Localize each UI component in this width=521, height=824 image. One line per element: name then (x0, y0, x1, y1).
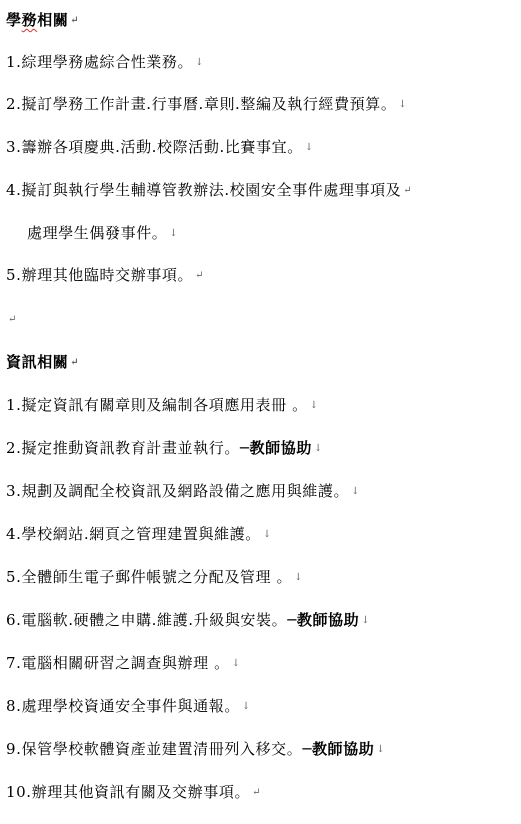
list-item-text: 1.綜理學務處綜合性業務。 (6, 53, 194, 71)
section-heading-information (6, 350, 517, 374)
line-break-icon: ↓ (398, 99, 408, 110)
line-break-icon: ↓ (309, 400, 319, 411)
list-item (6, 479, 517, 503)
list-item (6, 436, 517, 460)
line-break-icon: ↓ (376, 744, 386, 755)
list-item (6, 92, 517, 116)
list-item (6, 135, 517, 159)
list-item-text: 4.擬訂與執行學生輔導管教辦法.校園安全事件處理事項及 (6, 181, 402, 199)
list-item (6, 780, 517, 804)
empty-paragraph (6, 307, 517, 331)
list-item (6, 50, 517, 74)
line-break-icon: ↓ (361, 615, 371, 626)
spellcheck-underlined-text: 務 (21, 11, 38, 29)
line-break-icon: ↓ (351, 486, 361, 497)
paragraph-mark-icon: ↵ (8, 314, 17, 325)
list-item-text: 處理學生偶發事件。 (27, 224, 168, 242)
line-break-icon: ↓ (241, 701, 251, 712)
line-break-icon: ↓ (313, 443, 323, 454)
line-break-icon: ↓ (304, 142, 314, 153)
list-item (6, 651, 517, 675)
list-item (6, 608, 517, 632)
list-item-text: 1.擬定資訊有關章則及編制各項應用表冊 。 (6, 396, 308, 414)
list-item (6, 694, 517, 718)
teacher-assist-note: ─教師協助 (239, 439, 312, 457)
list-item-text: 4.學校網站.網頁之管理建置與維護。 (6, 525, 261, 543)
teacher-assist-note: ─教師協助 (287, 611, 360, 629)
list-item (6, 565, 517, 589)
paragraph-mark-icon: ↵ (70, 357, 80, 368)
list-item-text: 2.擬訂學務工作計畫.行事曆.章則.整編及執行經費預算。 (6, 95, 397, 113)
line-break-icon: ↓ (231, 658, 241, 669)
list-item-text: 6.電腦軟.硬體之申購.維護.升級與安裝。 (6, 611, 288, 629)
paragraph-mark-icon: ↵ (195, 270, 205, 281)
list-item (6, 393, 517, 417)
list-item (6, 522, 517, 546)
line-break-icon: ↓ (262, 529, 272, 540)
list-item (6, 178, 517, 202)
list-item-text: 3.籌辦各項慶典.活動.校際活動.比賽事宜。 (6, 138, 303, 156)
list-item-text: 5.全體師生電子郵件帳號之分配及管理 。 (6, 568, 293, 586)
paragraph-mark-icon: ↵ (70, 15, 80, 26)
list-item-continuation (27, 221, 517, 245)
heading-text: 資訊相關 (6, 353, 69, 371)
list-item-text: 10.辦理其他資訊有關及交辦事項。 (6, 783, 251, 801)
paragraph-mark-icon: ↵ (252, 787, 262, 798)
paragraph-mark-icon: ↵ (403, 185, 413, 196)
list-item (6, 737, 517, 761)
list-item-text: 9.保管學校軟體資產並建置清冊列入移交。 (6, 740, 303, 758)
list-item (6, 263, 517, 287)
list-item-text: 8.處理學校資通安全事件與通報。 (6, 697, 240, 715)
heading-text: 相關 (37, 11, 69, 29)
line-break-icon: ↓ (169, 228, 179, 239)
list-item-text: 7.電腦相關研習之調查與辦理 。 (6, 654, 230, 672)
list-item-text: 3.規劃及調配全校資訊及網路設備之應用與維護。 (6, 482, 350, 500)
section-heading-student-affairs (6, 8, 517, 32)
teacher-assist-note: ─教師協助 (302, 740, 375, 758)
line-break-icon: ↓ (195, 57, 205, 68)
line-break-icon: ↓ (294, 572, 304, 583)
list-item-text: 5.辦理其他臨時交辦事項。 (6, 266, 194, 284)
heading-text: 學 (6, 11, 22, 29)
list-item-text: 2.擬定推動資訊教育計畫並執行。 (6, 439, 240, 457)
